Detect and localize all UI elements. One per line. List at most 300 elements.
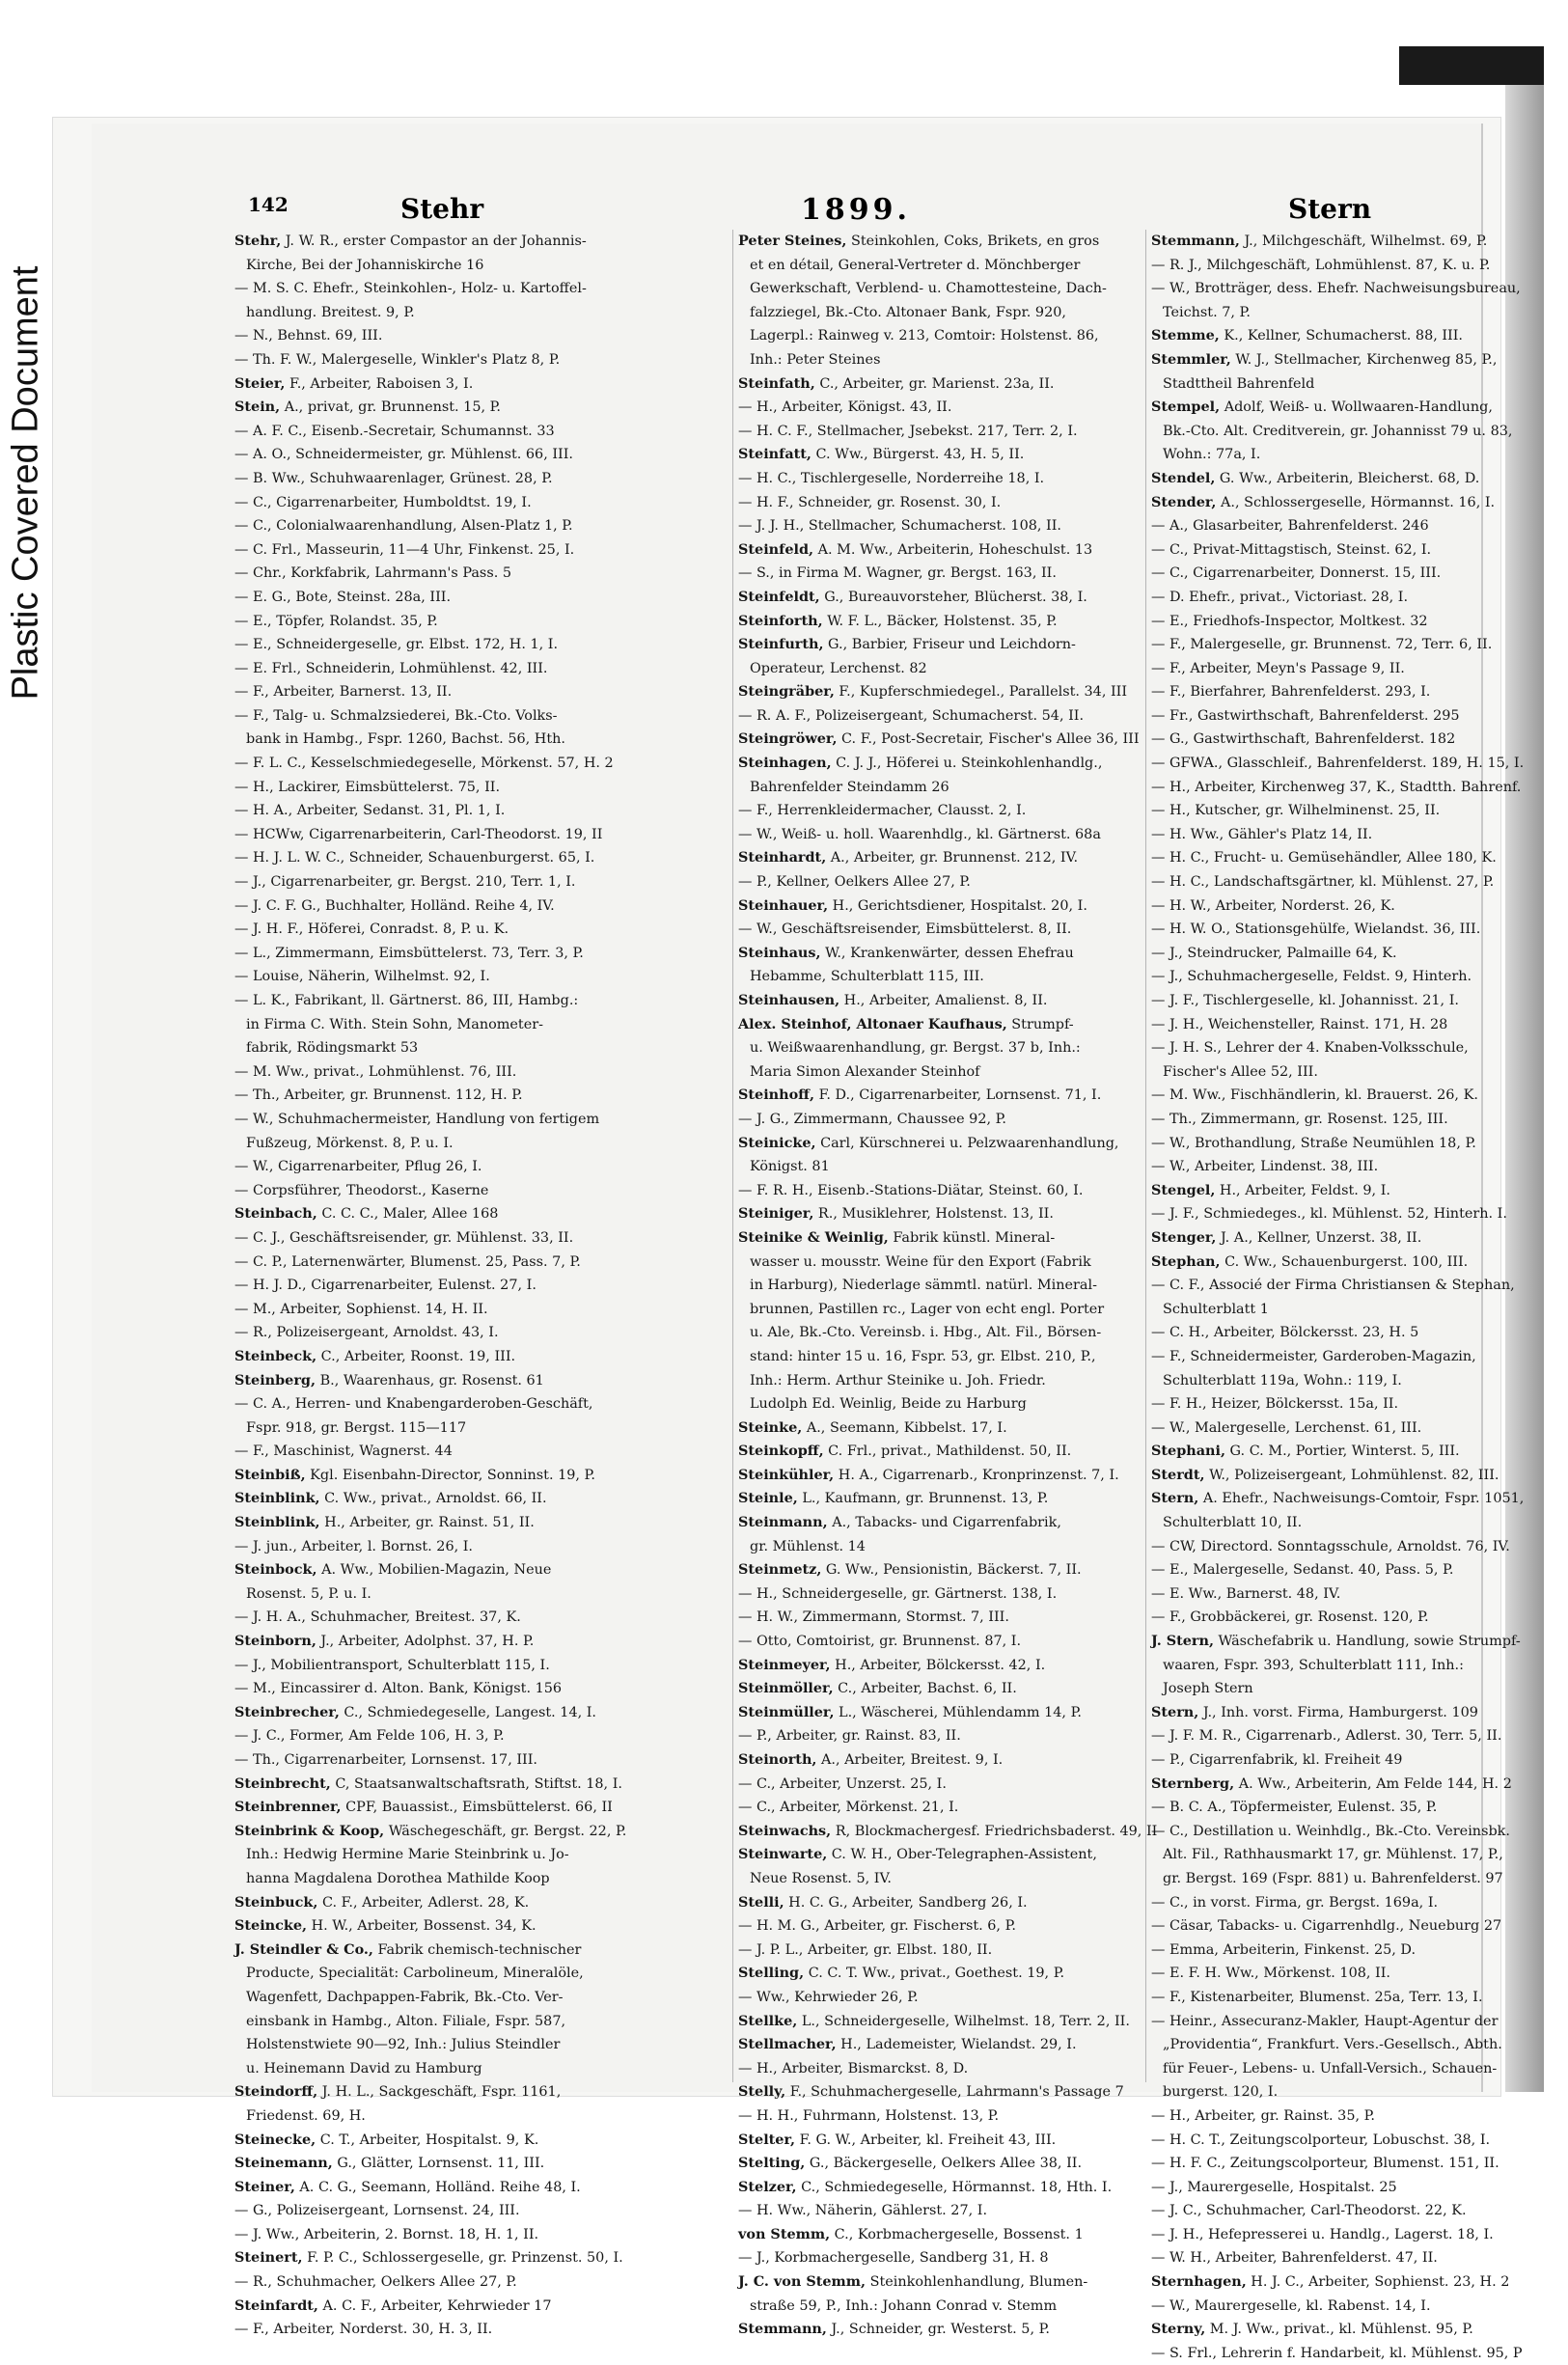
entry-details: — W., Brotträger, dess. Ehefr. Nachweisungsbureau,: [1151, 281, 1521, 297]
entry-details: — J. H., Hefepresserei u. Handlg., Lagerst. 18, I.: [1151, 2226, 1494, 2242]
directory-entry: [738, 1202, 1139, 1226]
entry-surname: Stenger,: [1151, 1228, 1217, 1246]
entry-details: — S. Frl., Lehrerin f. Handarbeit, kl. Mühlenst. 95, P: [1151, 2345, 1523, 2361]
entry-details: C. Frl., privat., Mathildenst. 50, II.: [823, 1444, 1072, 1460]
directory-entry: [1151, 1654, 1568, 1678]
directory-entry: [738, 2152, 1139, 2176]
entry-details: u. Heinemann David zu Hamburg: [246, 2060, 482, 2076]
entry-surname: Steinforth,: [738, 612, 823, 629]
entry-details: — J., Mobilientransport, Schulterblatt 115, I.: [234, 1657, 550, 1673]
directory-entry: [1151, 1701, 1568, 1725]
entry-details: für Feuer-, Lebens- u. Unfall-Versich., Schauen-: [1163, 2060, 1498, 2076]
directory-entry: [234, 562, 727, 586]
entry-details: — C. A., Herren- und Knabengarderoben-Geschäft,: [234, 1396, 593, 1413]
entry-surname: Steinwachs,: [738, 1822, 832, 1839]
entry-surname: Alex. Steinhof, Altonaer Kaufhaus,: [738, 1015, 1007, 1032]
directory-entry: [234, 372, 727, 397]
entry-surname: Steinbrecht,: [234, 1774, 331, 1792]
directory-entry: [1151, 942, 1568, 966]
entry-details: W. F. L., Bäcker, Holstenst. 35, P.: [822, 613, 1058, 629]
entry-details: — F., Malergeselle, gr. Brunnenst. 72, Terr. 6, II.: [1151, 637, 1493, 653]
entry-details: Fabrik künstl. Mineral-: [888, 1229, 1056, 1246]
entry-surname: Steinbeck,: [234, 1347, 317, 1364]
entry-details: — Emma, Arbeiterin, Finkenst. 25, D.: [1151, 1941, 1417, 1958]
entry-details: G., Barbier, Friseur und Leichdorn-: [823, 637, 1076, 653]
entry-details: Schulterblatt 119a, Wohn.: 119, I.: [1163, 1372, 1402, 1389]
entry-details: Maria Simon Alexander Steinhof: [750, 1063, 980, 1080]
directory-entry: [1151, 2080, 1568, 2104]
directory-entry: [738, 633, 1139, 657]
entry-details: — J., Cigarrenarbeiter, gr. Bergst. 210, Terr. 1, I.: [234, 874, 576, 891]
entry-details: — P., Cigarrenfabrik, kl. Freiheit 49: [1151, 1752, 1403, 1768]
directory-entry: [234, 918, 727, 942]
entry-details: — F., Herrenkleidermacher, Clausst. 2, I.: [738, 803, 1027, 819]
directory-entry: [1151, 2342, 1568, 2365]
directory-entry: [738, 586, 1139, 610]
directory-entry: [738, 1060, 1139, 1085]
directory-entry: [234, 1582, 727, 1607]
directory-entry: [738, 1487, 1139, 1511]
entry-details: — H., Kutscher, gr. Wilhelminenst. 25, II.: [1151, 803, 1441, 819]
directory-entry: [738, 1558, 1139, 1582]
directory-entry: [1151, 1179, 1568, 1203]
directory-entry: [1151, 1582, 1568, 1607]
directory-page: [92, 124, 1525, 2361]
directory-entry: [234, 728, 727, 752]
directory-entry: [1151, 2270, 1568, 2295]
entry-details: — F., Schneidermeister, Garderoben-Magazin,: [1151, 1348, 1476, 1364]
entry-details: gr. Bergst. 169 (Fspr. 881) u. Bahrenfelderst. 97: [1163, 1870, 1503, 1886]
directory-entry: [1151, 348, 1568, 372]
directory-entry: [738, 846, 1139, 870]
directory-entry: [234, 514, 727, 538]
entry-details: stand: hinter 15 u. 16, Fspr. 53, gr. Elbst. 210, P.,: [750, 1348, 1096, 1364]
entry-details: — Otto, Comtoirist, gr. Brunnenst. 87, I.: [738, 1634, 1022, 1650]
directory-entry: [234, 1891, 727, 1915]
entry-details: — J. G., Zimmermann, Chaussee 92, P.: [738, 1111, 1006, 1127]
entry-details: C. Ww., Bürgerst. 43, H. 5, II.: [811, 447, 1025, 463]
entry-details: Gewerkschaft, Verblend- u. Chamottesteine, Dach-: [750, 281, 1107, 297]
entry-details: — W. H., Arbeiter, Bahrenfelderst. 47, II.: [1151, 2250, 1438, 2267]
entry-details: A. Ww., Arbeiterin, Am Felde 144, H. 2: [1234, 1775, 1512, 1792]
entry-surname: Steinmüller,: [738, 1703, 835, 1720]
entry-surname: Stempel,: [1151, 399, 1221, 416]
directory-entry: [234, 657, 727, 681]
entry-details: — Th., Cigarrenarbeiter, Lornsenst. 17, III.: [234, 1752, 537, 1768]
entry-surname: Stelzer,: [738, 2178, 797, 2195]
directory-entry: [234, 467, 727, 491]
column-1: [234, 230, 727, 2338]
directory-entry: [1151, 396, 1568, 420]
directory-entry: [234, 230, 727, 254]
entry-details: — C., in vorst. Firma, gr. Bergst. 169a, I.: [1151, 1894, 1439, 1911]
entry-details: — H. F., Schneider, gr. Rosenst. 30, I.: [738, 494, 1002, 510]
directory-entry: [738, 1677, 1139, 1701]
entry-details: — F., Bierfahrer, Bahrenfelderst. 293, I.: [1151, 684, 1431, 701]
directory-entry: [738, 989, 1139, 1013]
entry-details: — G., Gastwirthschaft, Bahrenfelderst. 182: [1151, 731, 1456, 748]
entry-details: — H., Arbeiter, gr. Rainst. 35, P.: [1151, 2107, 1375, 2124]
directory-entry: [234, 1558, 727, 1582]
directory-entry: [234, 1202, 727, 1226]
directory-entry: [1151, 894, 1568, 919]
entry-surname: Steinfatt,: [738, 446, 812, 463]
entry-details: J., Schneider, gr. Westerst. 5, P.: [826, 2322, 1050, 2338]
directory-entry: [738, 823, 1139, 847]
entry-details: Kirche, Bei der Johanniskirche 16: [246, 257, 484, 273]
directory-entry: [234, 1630, 727, 1654]
directory-entry: [738, 1773, 1139, 1797]
entry-details: Schulterblatt 1: [1163, 1301, 1269, 1317]
entry-surname: Stern,: [1151, 1703, 1199, 1720]
entry-details: Wagenfett, Dachpappen-Fabrik, Bk.-Cto. Ver-: [246, 1989, 564, 2005]
page-header: [92, 193, 1481, 232]
entry-details: — C., Colonialwaarenhandlung, Alsen-Platz 1, P.: [234, 518, 573, 535]
entry-details: — Corpsführer, Theodorst., Kaserne: [234, 1182, 489, 1198]
directory-entry: [738, 894, 1139, 919]
entry-details: — L., Zimmermann, Eimsbüttelerst. 73, Terr. 3, P.: [234, 945, 584, 961]
entry-surname: Steingräber,: [738, 683, 835, 701]
entry-details: — Ww., Kehrwieder 26, P.: [738, 1989, 919, 2005]
entry-details: C., Schmiedegeselle, Hörmannst. 18, Hth. I.: [796, 2179, 1113, 2195]
entry-details: C. Ww., privat., Arnoldst. 66, II.: [319, 1491, 547, 1507]
directory-entry: [1151, 728, 1568, 752]
entry-details: — H. C. T., Zeitungscolporteur, Lobuschst. 38, I.: [1151, 2131, 1491, 2148]
entry-surname: Stein,: [234, 399, 281, 416]
directory-entry: [738, 1986, 1139, 2010]
entry-surname: Sternhagen,: [1151, 2273, 1247, 2291]
directory-entry: [234, 2199, 727, 2223]
directory-entry: [738, 2318, 1139, 2342]
entry-details: H. J. C., Arbeiter, Sophienst. 23, H. 2: [1246, 2274, 1510, 2291]
directory-entry: [234, 1036, 727, 1060]
entry-details: falzziegel, Bk.-Cto. Altonaer Bank, Fspr. 920,: [750, 304, 1066, 320]
directory-entry: [738, 230, 1139, 254]
entry-details: — D. Ehefr., privat., Victoriast. 28, I.: [1151, 589, 1409, 605]
directory-entry: [1151, 1464, 1568, 1488]
entry-details: Producte, Specialität: Carbolineum, Mineralöle,: [246, 1966, 584, 1982]
entry-details: — M., Arbeiter, Sophienst. 14, H. II.: [234, 1301, 488, 1317]
directory-entry: [234, 2270, 727, 2295]
entry-details: R, Blockmachergesf. Friedrichsbaderst. 49, II: [831, 1823, 1158, 1839]
entry-details: — C. J., Geschäftsreisender, gr. Mühlenst. 33, II.: [234, 1229, 574, 1246]
entry-details: L., Kaufmann, gr. Brunnenst. 13, P.: [797, 1491, 1049, 1507]
directory-entry: [738, 1013, 1139, 1037]
entry-details: — J. H. S., Lehrer der 4. Knaben-Volksschule,: [1151, 1040, 1469, 1057]
entry-details: — H. J. D., Cigarrenarbeiter, Eulenst. 27, I.: [234, 1278, 536, 1294]
directory-entry: [1151, 2057, 1568, 2081]
entry-surname: Steinhauer,: [738, 896, 829, 914]
directory-entry: [738, 1511, 1139, 1535]
directory-entry: [738, 420, 1139, 444]
entry-details: — J., Maurergeselle, Hospitalst. 25: [1151, 2179, 1397, 2195]
directory-entry: [1151, 2176, 1568, 2200]
directory-entry: [234, 1345, 727, 1369]
directory-entry: [738, 491, 1139, 515]
entry-details: — H. C., Tischlergeselle, Norderreihe 18, I.: [738, 470, 1045, 486]
entry-details: — H., Lackirer, Eimsbüttelerst. 75, II.: [234, 779, 501, 795]
entry-details: in Harburg), Niederlage sämmtl. natürl. Mineral-: [750, 1278, 1097, 1294]
entry-details: Joseph Stern: [1163, 1681, 1253, 1697]
entry-details: H. A., Cigarrenarb., Kronprinzenst. 7, I.: [834, 1467, 1119, 1483]
entry-details: F., Arbeiter, Raboisen 3, I.: [285, 375, 474, 392]
entry-surname: Stendel,: [1151, 469, 1216, 486]
entry-surname: Stemmann,: [738, 2321, 827, 2338]
directory-entry: [234, 420, 727, 444]
entry-surname: Steinhoff,: [738, 1086, 815, 1104]
entry-details: Schulterblatt 10, II.: [1163, 1515, 1303, 1531]
directory-entry: [234, 1939, 727, 1963]
entry-details: A. C. G., Seemann, Holländ. Reihe 48, I.: [294, 2179, 581, 2195]
directory-entry: [234, 2010, 727, 2034]
entry-details: C. F., Arbeiter, Adlerst. 28, K.: [317, 1894, 530, 1911]
entry-details: F. P. C., Schlossergeselle, gr. Prinzenst. 50, I.: [302, 2250, 623, 2267]
column-divider: [1145, 230, 1146, 2082]
entry-details: — C. Frl., Masseurin, 11—4 Uhr, Finkenst. 25, I.: [234, 541, 575, 558]
directory-entry: [738, 2295, 1139, 2319]
entry-details: A., Seemann, Kibbelst. 17, I.: [802, 1419, 1007, 1436]
entry-details: — F., Arbeiter, Norderst. 30, H. 3, II.: [234, 2322, 493, 2338]
directory-entry: [1151, 230, 1568, 254]
entry-details: Carl, Kürschnerei u. Pelzwaarenhandlung,: [815, 1135, 1119, 1151]
directory-entry: [234, 1867, 727, 1891]
entry-details: — R., Polizeisergeant, Arnoldst. 43, I.: [234, 1325, 499, 1341]
entry-details: H., Arbeiter, gr. Rainst. 51, II.: [319, 1515, 535, 1531]
entry-details: M. J. Ww., privat., kl. Mühlenst. 95, P.: [1205, 2322, 1473, 2338]
directory-entry: [738, 1962, 1139, 1986]
entry-details: C., Arbeiter, Bachst. 6, II.: [833, 1681, 1017, 1697]
entry-details: — W., Arbeiter, Lindenst. 38, III.: [1151, 1159, 1379, 1175]
directory-entry: [738, 1440, 1139, 1464]
entry-details: A. M. Ww., Arbeiterin, Hoheschulst. 13: [813, 541, 1093, 558]
directory-entry: [1151, 680, 1568, 704]
directory-entry: [1151, 1558, 1568, 1582]
directory-entry: [234, 2080, 727, 2104]
entry-details: F., Schuhmachergeselle, Lahrmann's Passage 7: [785, 2084, 1124, 2101]
directory-entry: [234, 1724, 727, 1748]
entry-details: C. C. C., Maler, Allee 168: [316, 1206, 499, 1223]
directory-entry: [1151, 1511, 1568, 1535]
entry-surname: Steinhagen,: [738, 755, 832, 772]
entry-surname: Stelling,: [738, 1965, 805, 1982]
entry-details: Inh.: Peter Steines: [750, 351, 881, 368]
directory-entry: [738, 1582, 1139, 1607]
directory-entry: [1151, 2129, 1568, 2153]
directory-entry: [738, 1914, 1139, 1939]
directory-entry: [234, 704, 727, 729]
entry-details: Kgl. Eisenbahn-Director, Sonninst. 19, P.: [305, 1467, 595, 1483]
directory-entry: [738, 1820, 1158, 1844]
directory-entry: [1151, 1013, 1568, 1037]
entry-details: Adolf, Weiß- u. Wollwaaren-Handlung,: [1220, 399, 1493, 416]
directory-entry: [738, 1867, 1139, 1891]
scan-edge-top: [1399, 46, 1544, 85]
directory-entry: [1151, 254, 1568, 278]
directory-entry: [738, 2223, 1139, 2247]
entry-details: — H. W., Arbeiter, Norderst. 26, K.: [1151, 897, 1395, 914]
entry-details: — N., Behnst. 69, III.: [234, 328, 383, 344]
directory-entry: [1151, 1392, 1568, 1416]
directory-entry: [1151, 1108, 1568, 1132]
entry-details: H., Lademeister, Wielandst. 29, I.: [836, 2037, 1077, 2053]
entry-details: — C. P., Laternenwärter, Blumenst. 25, Pass. 7, P.: [234, 1253, 581, 1270]
directory-entry: [738, 1251, 1139, 1275]
entry-surname: Steinike & Weinlig,: [738, 1228, 889, 1246]
entry-details: straße 59, P., Inh.: Johann Conrad v. Stemm: [750, 2297, 1058, 2314]
entry-details: — J. C., Schuhmacher, Carl-Theodorst. 22, K.: [1151, 2203, 1467, 2219]
directory-entry: [234, 2057, 727, 2081]
directory-entry: [1151, 538, 1568, 563]
entry-details: C., Korbmachergeselle, Bossenst. 1: [830, 2226, 1084, 2242]
directory-entry: [1151, 2152, 1568, 2176]
entry-details: C. C. T. Ww., privat., Goethest. 19, P.: [804, 1966, 1065, 1982]
entry-details: — Heinr., Assecuranz-Makler, Haupt-Agentur der: [1151, 2013, 1499, 2029]
directory-entry: [1151, 823, 1568, 847]
entry-details: — C., Privat-Mittagstisch, Steinst. 62, I.: [1151, 541, 1432, 558]
directory-entry: [738, 2010, 1139, 2034]
directory-entry: [738, 2270, 1139, 2295]
entry-details: — S., in Firma M. Wagner, gr. Bergst. 163, II.: [738, 565, 1057, 582]
directory-entry: [234, 776, 727, 800]
directory-entry: [234, 1298, 727, 1322]
directory-entry: [234, 1820, 727, 1844]
directory-entry: [1151, 277, 1568, 301]
directory-entry: [738, 254, 1139, 278]
directory-entry: [234, 1226, 727, 1251]
directory-entry: [1151, 776, 1568, 800]
directory-entry: [738, 538, 1139, 563]
entry-surname: Steinmann,: [738, 1514, 828, 1531]
entry-surname: Steinicke,: [738, 1134, 816, 1151]
entry-details: — J. H. A., Schuhmacher, Breitest. 37, K.: [234, 1609, 521, 1626]
entry-details: G., Glätter, Lornsenst. 11, III.: [332, 2156, 545, 2172]
entry-surname: Stengel,: [1151, 1181, 1216, 1198]
entry-surname: Steinhardt,: [738, 849, 827, 866]
directory-entry: [234, 1084, 727, 1108]
entry-details: — W., Weiß- u. holl. Waarenhdlg., kl. Gärtnerst. 68a: [738, 826, 1101, 842]
directory-entry: [738, 396, 1139, 420]
entry-surname: Steinfurth,: [738, 636, 824, 653]
entry-details: CPF, Bauassist., Eimsbüttelerst. 66, II: [341, 1800, 613, 1816]
directory-entry: [1151, 514, 1568, 538]
directory-entry: [1151, 301, 1568, 325]
directory-entry: [738, 1298, 1139, 1322]
entry-details: Wäschefabrik u. Handlung, sowie Strumpf-: [1213, 1634, 1521, 1650]
directory-entry: [234, 942, 727, 966]
side-label-text: Plastic Covered Document: [5, 265, 46, 700]
directory-entry: [738, 277, 1139, 301]
entry-details: Fspr. 918, gr. Bergst. 115—117: [246, 1419, 467, 1436]
directory-entry: [234, 1132, 727, 1156]
entry-surname: Steinorth,: [738, 1751, 817, 1768]
entry-surname: Stephan,: [1151, 1252, 1221, 1270]
entry-details: — F., Kistenarbeiter, Blumenst. 25a, Terr. 13, I.: [1151, 1989, 1483, 2005]
entry-details: — F. H., Heizer, Bölckersst. 15a, II.: [1151, 1396, 1399, 1413]
entry-details: — M. Ww., privat., Lohmühlenst. 76, III.: [234, 1063, 517, 1080]
entry-details: J., Arbeiter, Adolphst. 37, H. P.: [316, 1634, 535, 1650]
entry-details: gr. Mühlenst. 14: [750, 1538, 866, 1554]
entry-details: F. D., Cigarrenarbeiter, Lornsenst. 71, I.: [814, 1087, 1102, 1104]
directory-entry: [738, 443, 1139, 467]
directory-entry: [1151, 1773, 1568, 1797]
entry-details: — J., Schuhmachergeselle, Feldst. 9, Hinterh.: [1151, 969, 1472, 985]
entry-surname: Stehr,: [234, 233, 282, 249]
entry-details: — J. jun., Arbeiter, l. Bornst. 26, I.: [234, 1538, 474, 1554]
directory-entry: [234, 610, 727, 634]
directory-entry: [1151, 586, 1568, 610]
entry-details: A. Ehefr., Nachweisungs-Comtoir, Fspr. 1051,: [1198, 1491, 1525, 1507]
entry-details: — F., Arbeiter, Barnerst. 13, II.: [234, 684, 453, 701]
entry-surname: Steinbach,: [234, 1205, 317, 1223]
entry-details: Fischer's Allee 52, III.: [1163, 1063, 1318, 1080]
entry-details: — W., Maurergeselle, kl. Rabenst. 14, I.: [1151, 2297, 1431, 2314]
directory-entry: [234, 1677, 727, 1701]
entry-surname: Stemmler,: [1151, 350, 1231, 368]
directory-entry: [234, 2318, 727, 2342]
entry-details: W. J., Stellmacher, Kirchenweg 85, P.,: [1230, 351, 1498, 368]
entry-details: — H. M. G., Arbeiter, gr. Fischerst. 6, P.: [738, 1918, 1016, 1935]
entry-details: C. W. H., Ober-Telegraphen-Assistent,: [827, 1847, 1097, 1863]
entry-details: — J. H. F., Höferei, Conradst. 8, P. u. K.: [234, 921, 509, 938]
entry-details: — Th., Zimmermann, gr. Rosenst. 125, III.: [1151, 1111, 1448, 1127]
directory-entry: [738, 1464, 1139, 1488]
directory-entry: [234, 491, 727, 515]
directory-entry: [738, 870, 1139, 894]
directory-entry: [738, 562, 1139, 586]
entry-details: handlung. Breitest. 9, P.: [246, 304, 415, 320]
entry-surname: J. Stern,: [1151, 1633, 1214, 1650]
directory-entry: [1151, 1939, 1568, 1963]
entry-details: — J. F., Tischlergeselle, kl. Johannisst. 21, I.: [1151, 993, 1459, 1008]
entry-details: — M. Ww., Fischhändlerin, kl. Brauerst. 26, K.: [1151, 1087, 1478, 1104]
entry-surname: Steinfeldt,: [738, 588, 820, 605]
entry-surname: Steinblink,: [234, 1490, 320, 1507]
directory-entry: [738, 1843, 1139, 1867]
directory-entry: [738, 918, 1139, 942]
directory-entry: [738, 324, 1139, 348]
directory-entry: [1151, 491, 1568, 515]
entry-details: G. Ww., Pensionistin, Bäckerst. 7, II.: [821, 1562, 1082, 1579]
directory-entry: [234, 799, 727, 823]
directory-entry: [738, 2080, 1139, 2104]
directory-entry: [738, 704, 1139, 729]
directory-entry: [234, 1251, 727, 1275]
directory-entry: [234, 396, 727, 420]
entry-details: — E. Ww., Barnerst. 48, IV.: [1151, 1585, 1341, 1602]
entry-details: „Providentia“, Frankfurt. Vers.-Gesellsch., Abth.: [1163, 2037, 1502, 2053]
entry-details: — J. F., Schmiedeges., kl. Mühlenst. 52, Hinterh. I.: [1151, 1206, 1507, 1223]
entry-surname: Stephani,: [1151, 1443, 1225, 1460]
directory-entry: [738, 1392, 1139, 1416]
directory-entry: [738, 728, 1139, 752]
directory-entry: [234, 1369, 727, 1393]
directory-entry: [234, 680, 727, 704]
entry-surname: Steinle,: [738, 1490, 798, 1507]
entry-surname: Stelter,: [738, 2131, 796, 2148]
entry-details: — J. P. L., Arbeiter, gr. Elbst. 180, II.: [738, 1941, 993, 1958]
directory-entry: [1151, 1677, 1568, 1701]
entry-details: L., Wäscherei, Mühlendamm 14, P.: [834, 1704, 1082, 1720]
directory-entry: [234, 586, 727, 610]
entry-details: — J. C., Former, Am Felde 106, H. 3, P.: [234, 1728, 505, 1745]
entry-surname: Steinemann,: [234, 2155, 333, 2172]
directory-entry: [234, 1321, 727, 1345]
directory-entry: [1151, 1724, 1568, 1748]
entry-details: H., Gerichtsdiener, Hospitalst. 20, I.: [828, 897, 1087, 914]
entry-details: — C. H., Arbeiter, Bölckersst. 23, H. 5: [1151, 1325, 1419, 1341]
entry-details: C. Ww., Schauenburgerst. 100, III.: [1220, 1253, 1469, 1270]
entry-details: brunnen, Pastillen rc., Lager von echt engl. Porter: [750, 1301, 1105, 1317]
